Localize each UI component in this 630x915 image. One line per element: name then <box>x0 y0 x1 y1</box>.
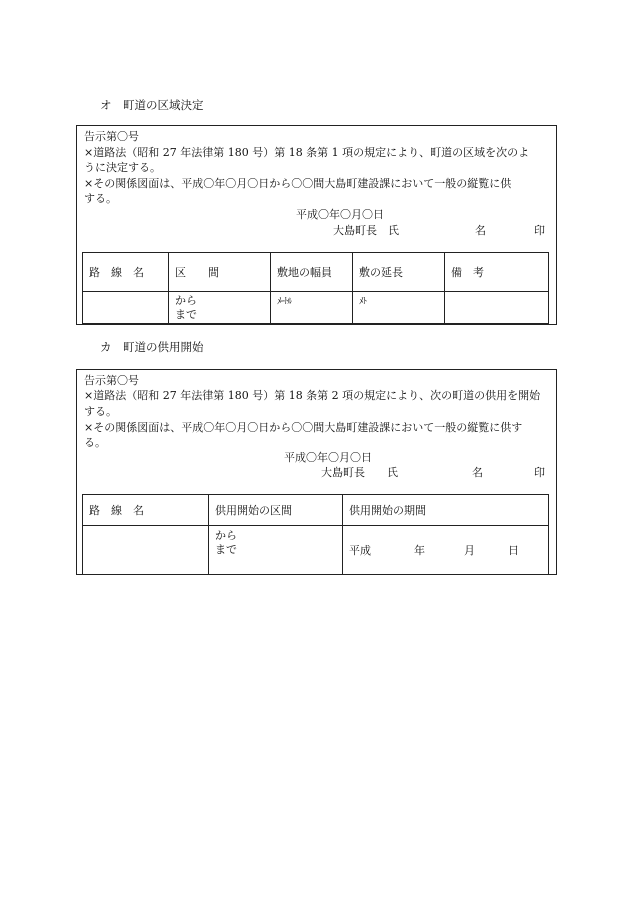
section2-heading: カ 町道の供用開始 <box>100 340 204 354</box>
header-extension: 敷の延長 <box>353 253 445 292</box>
section1-body-line4: する。 <box>84 192 117 205</box>
section1-date: 平成〇年〇月〇日 <box>296 208 384 221</box>
cell-service-period[interactable] <box>343 526 549 575</box>
section1-body-line2: うに決定する。 <box>84 161 161 174</box>
cell-section-from: から <box>215 529 237 542</box>
width-unit: ﾒｰﾄﾙ <box>277 297 292 307</box>
period-era: 平成 <box>349 543 371 557</box>
section2-body-line4: る。 <box>84 436 106 449</box>
section2-table <box>82 494 549 575</box>
cell-route-name[interactable] <box>83 292 169 324</box>
cell-service-section[interactable] <box>209 526 343 575</box>
section2-body-line2: する。 <box>84 405 117 418</box>
cell-extension[interactable] <box>353 292 445 324</box>
section1-notice-number: 告示第〇号 <box>84 130 139 143</box>
cell-section-to: まで <box>175 307 197 321</box>
section1-seal: 印 <box>534 224 545 237</box>
header-route-name: 路 線 名 <box>83 495 209 526</box>
section2-date: 平成〇年〇月〇日 <box>284 451 372 464</box>
section1-signer-title: 大島町長 氏 <box>333 224 399 237</box>
header-route-name: 路 線 名 <box>83 253 169 292</box>
cell-remarks[interactable] <box>445 292 549 324</box>
length-unit: ﾒﾄ <box>359 297 367 307</box>
section1-table <box>82 252 549 324</box>
cell-section-to: まで <box>215 543 237 556</box>
section2-body-line1: ×道路法（昭和 27 年法律第 180 号）第 18 条第 2 項の規定により、次の町道の供用を開始 <box>84 389 541 402</box>
cell-section-from: から <box>175 293 197 307</box>
header-service-period: 供用開始の期間 <box>343 495 549 526</box>
cell-route-name[interactable] <box>83 526 209 575</box>
section1-signer-name: 名 <box>475 224 486 237</box>
header-remarks: 備 考 <box>445 253 549 292</box>
section1-heading: オ 町道の区域決定 <box>100 98 204 112</box>
cell-site-width[interactable] <box>271 292 353 324</box>
section2-body-line3: ×その関係図面は、平成〇年〇月〇日から〇〇間大島町建設課において一般の縦覧に供す <box>84 421 523 434</box>
section2-notice-number: 告示第〇号 <box>84 374 139 387</box>
period-year: 年 <box>414 543 425 557</box>
section2-seal: 印 <box>534 466 545 479</box>
section1-body-line1: ×道路法（昭和 27 年法律第 180 号）第 18 条第 1 項の規定により、町道の区域を次のよ <box>84 146 530 159</box>
period-day: 日 <box>508 543 519 557</box>
section1-body-line3: ×その関係図面は、平成〇年〇月〇日から〇〇間大島町建設課において一般の縦覧に供 <box>84 177 512 190</box>
header-service-section: 供用開始の区間 <box>209 495 343 526</box>
header-site-width: 敷地の幅員 <box>271 253 353 292</box>
section2-signer-name: 名 <box>472 466 483 479</box>
section2-signer-title: 大島町長 氏 <box>321 466 398 479</box>
header-section: 区 間 <box>169 253 271 292</box>
period-month: 月 <box>464 543 475 557</box>
cell-section[interactable] <box>169 292 271 324</box>
